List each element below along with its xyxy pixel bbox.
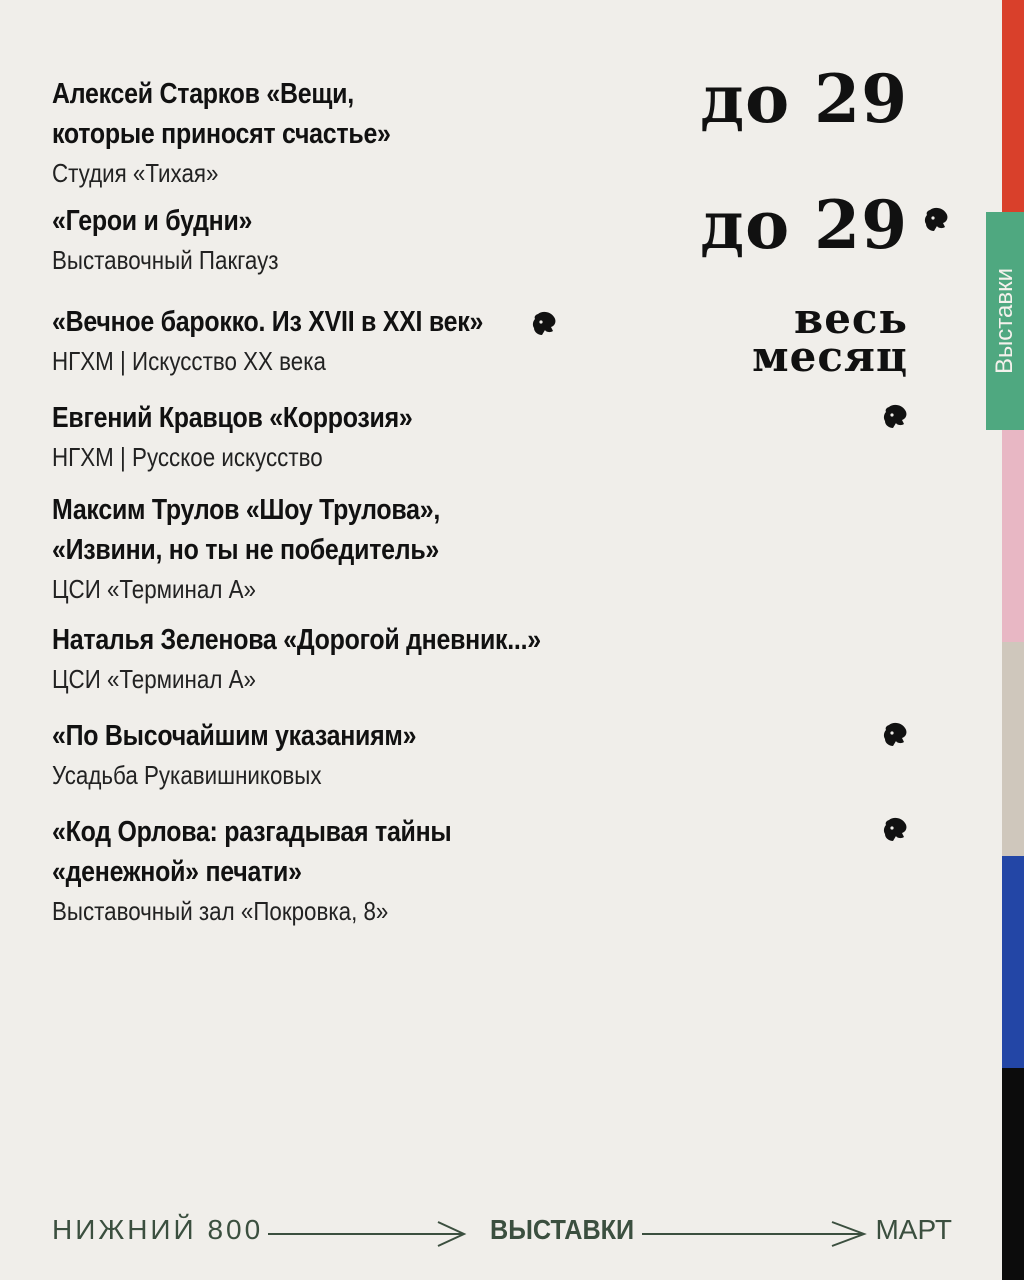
pushkin-card-icon	[880, 402, 910, 432]
event-title: «Герои и будни»	[52, 205, 253, 237]
date-label: до 29	[700, 186, 908, 264]
event-item	[52, 812, 692, 928]
event-item	[52, 302, 692, 378]
event-venue: Студия «Тихая»	[52, 158, 219, 188]
event-venue: Выставочный Пакгауз	[52, 245, 279, 275]
event-title: Наталья Зеленова «Дорогой дневник...»	[52, 624, 541, 656]
event-venue: Усадьба Рукавишниковых	[52, 760, 322, 790]
strip-red	[1002, 0, 1024, 212]
pushkin-card-icon	[880, 720, 910, 750]
event-title: «По Высочайшим указаниям»	[52, 720, 417, 752]
event-venue: НГХМ | Искусство XX века	[52, 346, 326, 376]
date-line: весь	[794, 294, 908, 343]
date-line: месяц	[752, 332, 908, 381]
brand-logo: НИЖНИЙ 800	[52, 1214, 264, 1245]
pushkin-card-icon	[880, 815, 910, 845]
event-venue: Выставочный зал «Покровка, 8»	[52, 896, 389, 926]
pushkin-card-icon	[921, 205, 951, 235]
section-tab-label: Выставки	[991, 268, 1019, 374]
event-title: Евгений Кравцов «Коррозия»	[52, 402, 413, 434]
date-label: до 29	[700, 60, 908, 138]
event-item	[52, 201, 692, 277]
event-item	[52, 398, 692, 474]
section-tab[interactable]	[986, 212, 1024, 430]
arrow-right-icon	[268, 1220, 468, 1248]
event-title: Алексей Старков «Вещи, которые приносят счастье»	[52, 78, 391, 150]
event-item	[52, 620, 692, 696]
footer	[52, 1210, 952, 1254]
pushkin-card-icon	[529, 309, 559, 339]
footer-month: МАРТ	[875, 1214, 952, 1245]
color-strip	[1002, 0, 1024, 1280]
strip-blue	[1002, 856, 1024, 1068]
event-title: «Вечное барокко. Из XVII в XXI век»	[52, 306, 484, 338]
strip-black	[1002, 1068, 1024, 1280]
strip-beige	[1002, 642, 1024, 856]
event-venue: НГХМ | Русское искусство	[52, 442, 323, 472]
strip-pink	[1002, 430, 1024, 642]
event-title: Максим Трулов «Шоу Трулова», «Извини, но ты не победитель»	[52, 494, 440, 566]
event-item	[52, 74, 692, 190]
event-title: «Код Орлова: разгадывая тайны «денежной» печати»	[52, 816, 452, 888]
event-item	[52, 490, 692, 606]
event-venue: ЦСИ «Терминал А»	[52, 664, 256, 694]
event-venue: ЦСИ «Терминал А»	[52, 574, 256, 604]
event-item	[52, 716, 692, 792]
arrow-right-icon	[642, 1220, 868, 1248]
date-label	[752, 294, 908, 381]
footer-section: ВЫСТАВКИ	[490, 1214, 635, 1245]
